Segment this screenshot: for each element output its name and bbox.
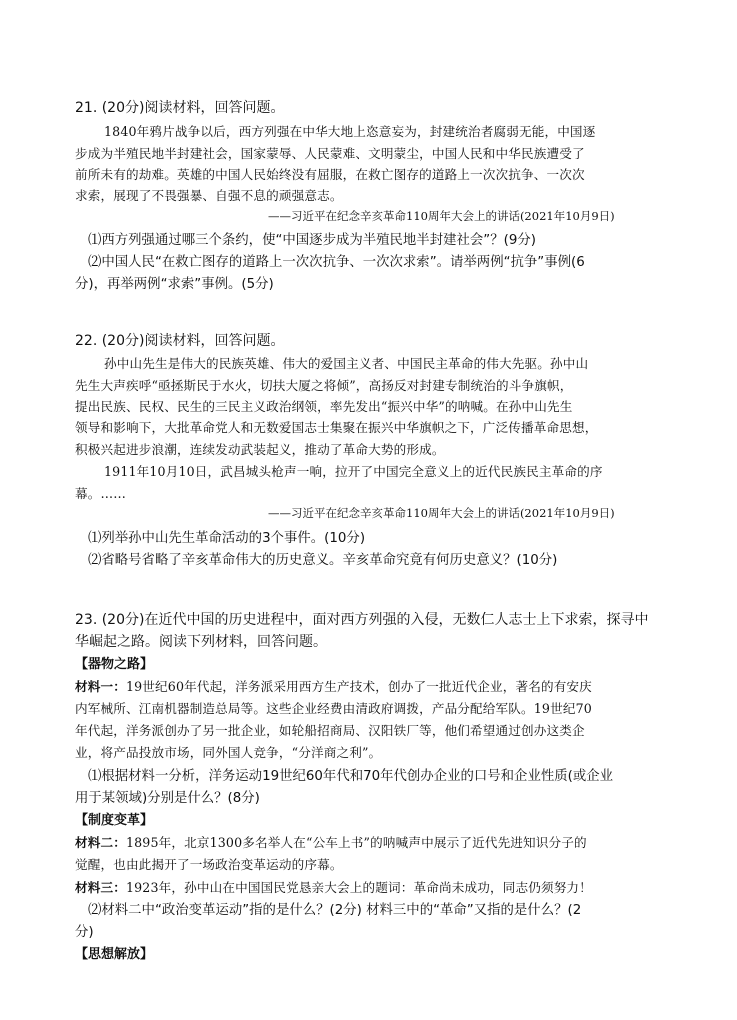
material-1-label: 材料一： bbox=[75, 679, 126, 694]
material-3-text: 1923年，孙中山在中国国民党恳亲大会上的题词：革命尚未成功，同志仍须努力！ bbox=[125, 880, 592, 895]
q22-material-line-2: 先生大声疾呼“亟拯斯民于水火，切扶大厦之将倾”，高扬反对封建专制统治的斗争旗帜， bbox=[75, 378, 573, 393]
q22-material-line-1: 孙中山先生是伟大的民族英雄、伟大的爱国主义者、中国民主革命的伟大先驱。孙中山 bbox=[104, 356, 589, 371]
q23-subquestion-1-cont: 用于某领域)分别是什么？(8分) bbox=[75, 791, 260, 806]
q23-subquestion-2-cont: 分) bbox=[75, 925, 94, 940]
q22-subquestion-1: ⑴列举孙中山先生革命活动的3个事件。(10分) bbox=[88, 531, 366, 546]
q22-heading: 22. (20分)阅读材料，回答问题。 bbox=[75, 333, 285, 349]
q23-subquestion-2: ⑵材料二中“政治变革运动”指的是什么？(2分) 材料三中的“革命”又指的是什么？(2 bbox=[88, 903, 582, 918]
section-heading-sixiang: 【思想解放】 bbox=[75, 947, 154, 962]
q21-subquestion-1: ⑴西方列强通过哪三个条约，使“中国逐步成为半殖民地半封建社会”？(9分) bbox=[88, 233, 536, 248]
q21-material-line-1: 1840年鸦片战争以后，西方列强在中华大地上恣意妄为，封建统治者腐弱无能，中国逐 bbox=[104, 124, 596, 139]
material-3-label: 材料三： bbox=[75, 880, 126, 895]
q22-material-line-3: 提出民族、民权、民生的三民主义政治纲领，率先发出“振兴中华”的呐喊。在孙中山先生 bbox=[75, 399, 573, 414]
q21-material-line-3: 前所未有的劫难。英雄的中国人民始终没有屈服，在救亡图存的道路上一次次抗争、一次次 bbox=[75, 167, 585, 182]
q21-source: ——习近平在纪念辛亥革命110周年大会上的讲话(2021年10月9日) bbox=[268, 209, 615, 223]
q23-heading-cont: 华崛起之路。阅读下列材料，回答问题。 bbox=[75, 634, 327, 650]
q23-subquestion-1: ⑴根据材料一分析，洋务运动19世纪60年代和70年代创办企业的口号和企业性质(或企业 bbox=[88, 769, 614, 784]
material-2-text: 1895年，北京1300多名举人在“公车上书”的呐喊声中展示了近代先进知识分子的 bbox=[125, 835, 587, 850]
q23-material-2-line-2: 觉醒，也由此揭开了一场政治变革运动的序幕。 bbox=[75, 857, 343, 872]
q23-heading: 23. (20分)在近代中国的历史进程中，面对西方列强的入侵，无数仁人志士上下求索，探寻中 bbox=[75, 612, 649, 628]
q21-material-line-4: 求索，展现了不畏强暴、自强不息的顽强意志。 bbox=[75, 188, 343, 203]
q23-material-1-line-4: 业，将产品投放市场，同外国人竞争，“分洋商之利”。 bbox=[75, 745, 382, 760]
q22-source: ——习近平在纪念辛亥革命110周年大会上的讲话(2021年10月9日) bbox=[268, 506, 615, 520]
q21-material-line-2: 步成为半殖民地半封建社会，国家蒙辱、人民蒙难、文明蒙尘，中国人民和中华民族遭受了 bbox=[75, 146, 585, 161]
q23-material-1-line-3: 年代起，洋务派创办了另一批企业，如轮船招商局、汉阳铁厂等，他们希望通过创办这类企 bbox=[75, 723, 585, 738]
q23-material-1-line-1 bbox=[75, 676, 592, 695]
section-heading-zhidu: 【制度变革】 bbox=[75, 813, 154, 828]
q21-heading: 21. (20分)阅读材料，回答问题。 bbox=[75, 100, 285, 116]
q22-material-line-5: 积极兴起进步浪潮，连续发动武装起义，推动了革命大势的形成。 bbox=[75, 442, 445, 457]
q22-material-line-4: 领导和影响下，大批革命党人和无数爱国志士集聚在振兴中华旗帜之下，广泛传播革命思想， bbox=[75, 420, 598, 435]
section-heading-qiwu: 【器物之路】 bbox=[75, 657, 154, 672]
q22-material-line-7: 幕。…… bbox=[75, 486, 126, 501]
q22-material-line-6: 1911年10月10日，武昌城头枪声一响，拉开了中国完全意义上的近代民族民主革命的序 bbox=[104, 464, 603, 479]
q21-subquestion-2: ⑵中国人民“在救亡图存的道路上一次次抗争、一次次求索”。请举两例“抗争”事例(6 bbox=[88, 255, 585, 270]
q23-material-3-line bbox=[75, 877, 592, 896]
q23-material-1-line-2: 内军械所、江南机器制造总局等。这些企业经费由清政府调拨，产品分配给军队。19世纪70 bbox=[75, 701, 592, 716]
material-2-label: 材料二： bbox=[75, 835, 126, 850]
q21-subquestion-2-cont: 分)，再举两例“求索”事例。(5分) bbox=[75, 277, 274, 292]
material-1-text: 19世纪60年代起，洋务派采用西方生产技术，创办了一批近代企业，著名的有安庆 bbox=[125, 679, 592, 694]
q22-subquestion-2: ⑵省略号省略了辛亥革命伟大的历史意义。辛亥革命究竟有何历史意义？(10分) bbox=[88, 553, 558, 568]
q23-material-2-line-1 bbox=[75, 832, 587, 851]
